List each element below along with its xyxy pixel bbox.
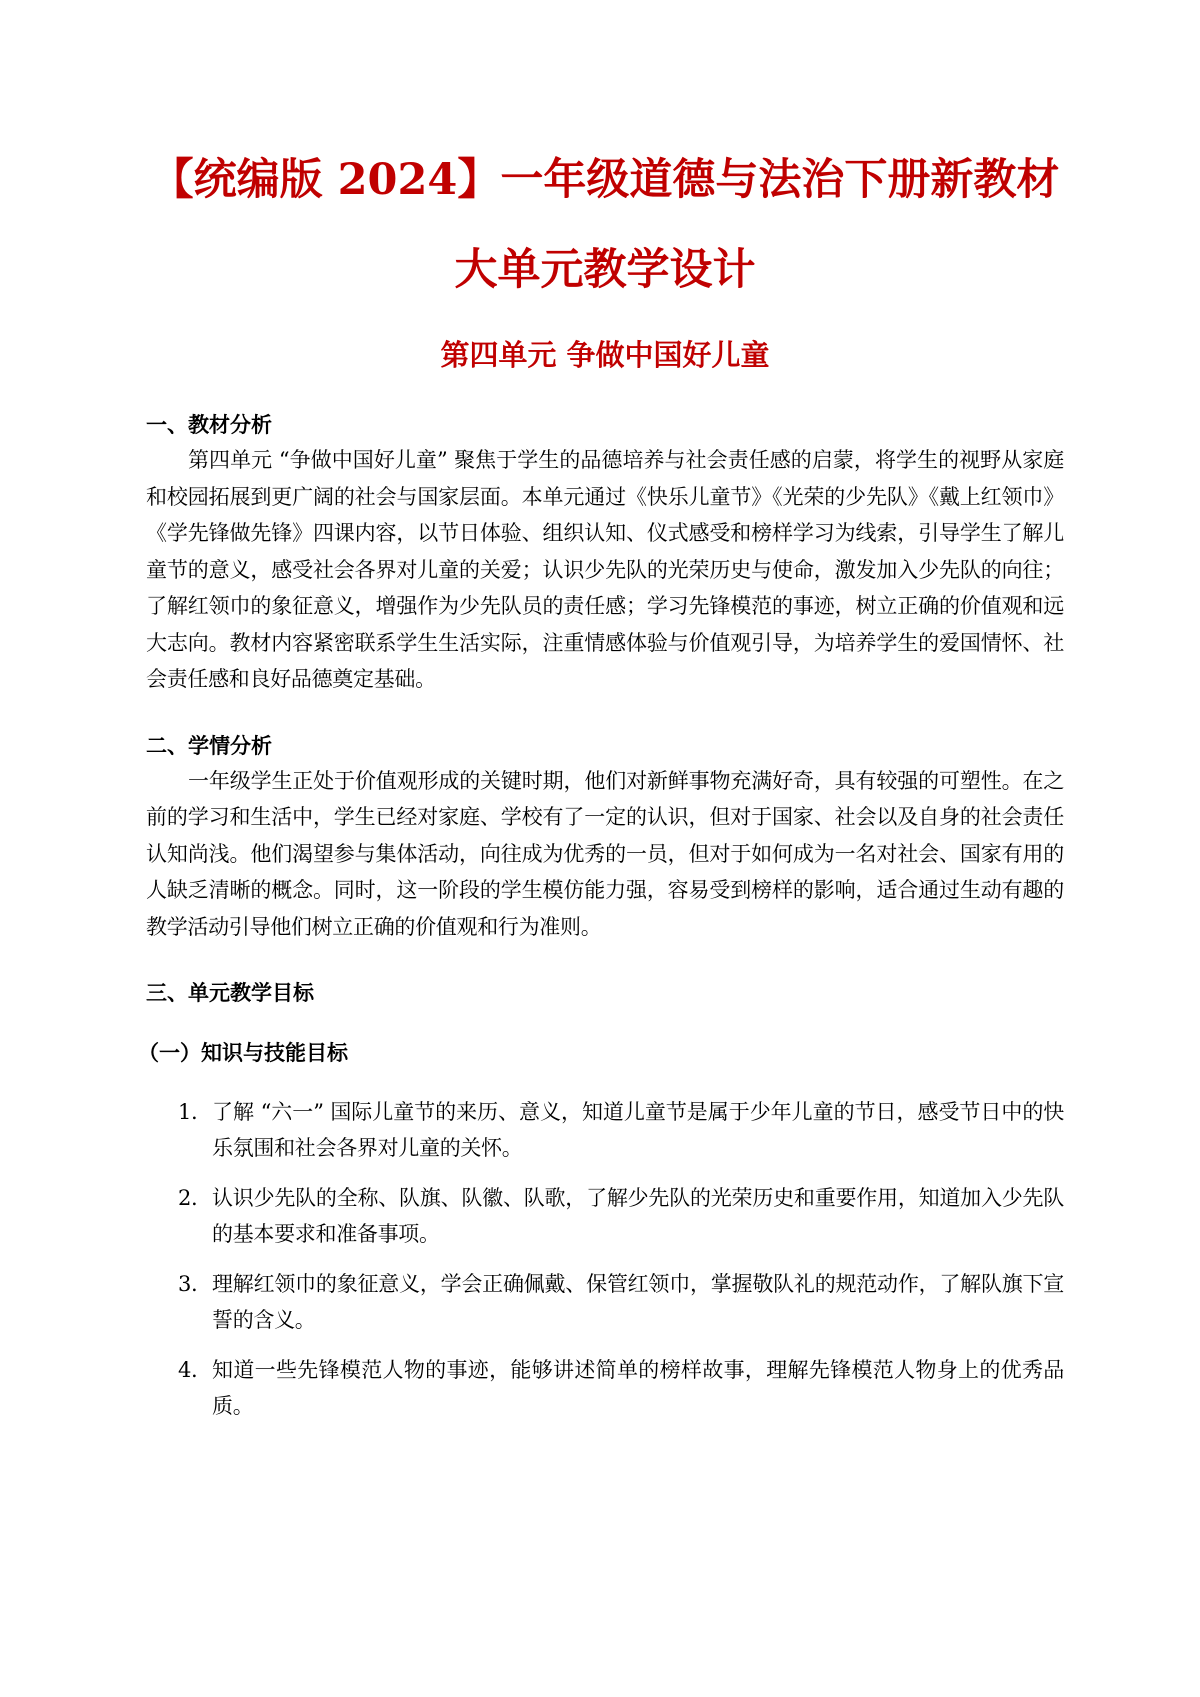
- list-item-number: 1.: [178, 1100, 198, 1124]
- list-item-text: 理解红领巾的象征意义，学会正确佩戴、保管红领巾，掌握敬队礼的规范动作，了解队旗下宣誓的含义。: [212, 1272, 1064, 1332]
- list-item: [146, 1094, 1064, 1166]
- unit-title: 第四单元 争做中国好儿童: [440, 338, 770, 372]
- subsection-heading-knowledge: （一）知识与技能目标: [138, 1041, 348, 1065]
- section-heading-goals: 三、单元教学目标: [146, 981, 314, 1005]
- list-item-number: 4.: [178, 1358, 198, 1382]
- document-title: [146, 135, 1064, 315]
- list-item-text: 认识少先队的全称、队旗、队徽、队歌，了解少先队的光荣历史和重要作用，知道加入少先队的基本要求和准备事项。: [212, 1186, 1064, 1246]
- list-item: [146, 1180, 1064, 1252]
- document-title-line-2: 大单元教学设计: [454, 245, 756, 295]
- list-item-text: 了解 “六一” 国际儿童节的来历、意义，知道儿童节是属于少年儿童的节日，感受节日中的快乐氛围和社会各界对儿童的关怀。: [212, 1100, 1064, 1160]
- knowledge-goal-list: [146, 1094, 1064, 1424]
- list-item: [146, 1352, 1064, 1424]
- section-body-students: 一年级学生正处于价值观形成的关键时期，他们对新鲜事物充满好奇，具有较强的可塑性。在之前的学习和生活中，学生已经对家庭、学校有了一定的认识，但对于国家、社会以及自身的社会责任认知尚浅。他们渴望参与集体活动，向往成为优秀的一员，但对于如何成为一名对社会、国家有用的人缺乏清晰的概念。同时，这一阶段的学生模仿能力强，容易受到榜样的影响，适合通过生动有趣的教学活动引导他们树立正确的价值观和行为准则。: [146, 768, 1064, 939]
- list-item-number: 3.: [178, 1272, 198, 1296]
- section-heading-materials: 一、教材分析: [146, 413, 272, 437]
- section-heading-students: 二、学情分析: [146, 733, 272, 758]
- list-item: [146, 1266, 1064, 1338]
- list-item-number: 2.: [178, 1186, 198, 1210]
- section-body-materials: 第四单元 “争做中国好儿童” 聚焦于学生的品德培养与社会责任感的启蒙，将学生的视野从家庭和校园拓展到更广阔的社会与国家层面。本单元通过《快乐儿童节》《光荣的少先队》《戴上红领巾》《学先锋做先锋》四课内容，以节日体验、组织认知、仪式感受和榜样学习为线索，引导学生了解儿童节的意义，感受社会各界对儿童的关爱；认识少先队的光荣历史与使命，激发加入少先队的向往；了解红领巾的象征意义，增强作为少先队员的责任感；学习先锋模范的事迹，树立正确的价值观和远大志向。教材内容紧密联系学生生活实际，注重情感体验与价值观引导，为培养学生的爱国情怀、社会责任感和良好品德奠定基础。: [146, 448, 1064, 691]
- document-title-line-1: 【统编版 2024】一年级道德与法治下册新教材: [150, 155, 1060, 205]
- list-item-text: 知道一些先锋模范人物的事迹，能够讲述简单的榜样故事，理解先锋模范人物身上的优秀品质。: [212, 1358, 1064, 1418]
